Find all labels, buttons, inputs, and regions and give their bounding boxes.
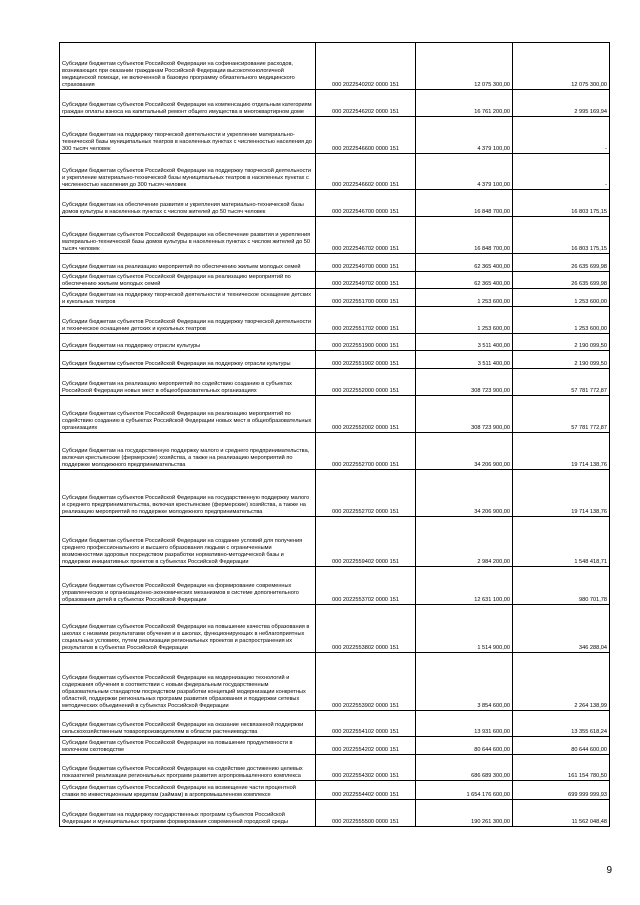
row-executed-amount: 19 714 138,76 xyxy=(513,470,610,517)
table-row xyxy=(60,711,610,737)
row-code: 000 2022551702 0000 151 xyxy=(316,307,416,334)
row-code: 000 2022552702 0000 151 xyxy=(316,470,416,517)
row-code: 000 2022546702 0000 151 xyxy=(316,217,416,254)
row-description: Субсидии бюджетам субъектов Российской Федерации на повышение продуктивности в молочном скотоводстве xyxy=(60,737,316,755)
row-description: Субсидии бюджетам субъектов Российской Федерации на модернизацию технологий и содержания обучения в соответствии с новым федеральным государственным образовательным стандартом посредством разработки концепций модернизации конкретных областей, поддержки региональных программ развития образования и поддержки сетевых методических объединений в субъектах Российской Федерации xyxy=(60,653,316,711)
row-code: 000 2022551902 0000 151 xyxy=(316,351,416,369)
row-planned-amount: 3 511 400,00 xyxy=(416,334,513,351)
row-description: Субсидии бюджетам на поддержку творческой деятельности и укрепление материально-технической базы муниципальных театров в населенных пунктах с численностью населения до 300 тысяч человек xyxy=(60,117,316,154)
row-planned-amount: 190 261 300,00 xyxy=(416,800,513,827)
row-description: Субсидии бюджетам субъектов Российской Федерации на поддержку творческой деятельности и укрепление материально-технической базы муниципальных театров в населенных пунктах с численностью населения до 300 тысяч человек xyxy=(60,154,316,190)
row-code: 000 2022549700 0000 151 xyxy=(316,254,416,272)
table-row xyxy=(60,605,610,653)
row-code: 000 2022554302 0000 151 xyxy=(316,755,416,781)
row-executed-amount: 2 190 099,50 xyxy=(513,334,610,351)
row-executed-amount: - xyxy=(513,154,610,190)
row-planned-amount: 13 931 600,00 xyxy=(416,711,513,737)
row-code: 000 2022554402 0000 151 xyxy=(316,781,416,800)
row-planned-amount: 80 644 600,00 xyxy=(416,737,513,755)
row-planned-amount: 2 984 200,00 xyxy=(416,517,513,567)
page-number: 9 xyxy=(606,865,612,876)
row-description: Субсидии бюджетам субъектов Российской Федерации на поддержку творческой деятельности и техническое оснащение детских и кукольных театров xyxy=(60,307,316,334)
row-description: Субсидии бюджетам на государственную поддержку малого и среднего предпринимательства, включая крестьянские (фермерские) хозяйства, а также на реализацию мероприятий по поддержке молодежного предпринимательства xyxy=(60,433,316,470)
row-executed-amount: 19 714 138,76 xyxy=(513,433,610,470)
row-code: 000 2022554102 0000 151 xyxy=(316,711,416,737)
row-description: Субсидии бюджетам субъектов Российской Федерации на возмещение части процентной ставки по инвестиционным кредитам (займам) в агропромышленном комплексе xyxy=(60,781,316,800)
row-description: Субсидии бюджетам субъектов Российской Федерации на компенсацию отдельным категориям граждан оплаты взноса на капитальный ремонт общего имущества в многоквартирном доме xyxy=(60,90,316,117)
table-row xyxy=(60,653,610,711)
row-description: Субсидии бюджетам субъектов Российской Федерации на повышение качества образования в школах с низкими результатами обучения и в школах, функционирующих в неблагоприятных социальных условиях, путем реализации региональных проектов и распространения их результатов в субъектах Российской Федерации xyxy=(60,605,316,653)
row-code: 000 2022546602 0000 151 xyxy=(316,154,416,190)
row-code: 000 2022553702 0000 151 xyxy=(316,567,416,605)
row-description: Субсидия бюджетам субъектов Российской Федерации на поддержку отрасли культуры xyxy=(60,351,316,369)
budget-table xyxy=(59,42,610,827)
row-description: Субсидии бюджетам на реализацию мероприятий по содействию созданию в субъектах Российской Федерации новых мест в общеобразовательных организациях xyxy=(60,369,316,396)
row-code: 000 2022552700 0000 151 xyxy=(316,433,416,470)
row-planned-amount: 1 253 600,00 xyxy=(416,289,513,307)
table-row xyxy=(60,781,610,800)
table-row xyxy=(60,517,610,567)
row-code: 000 2022549702 0000 151 xyxy=(316,272,416,289)
row-planned-amount: 4 379 100,00 xyxy=(416,154,513,190)
row-code: 000 2022551900 0000 151 xyxy=(316,334,416,351)
row-executed-amount: 2 190 099,50 xyxy=(513,351,610,369)
row-planned-amount: 3 854 600,00 xyxy=(416,653,513,711)
row-description: Субсидии бюджетам субъектов Российской Федерации на реализацию мероприятий по обеспечению жильем молодых семей xyxy=(60,272,316,289)
row-planned-amount: 16 848 700,00 xyxy=(416,190,513,217)
table-row xyxy=(60,396,610,433)
row-planned-amount: 12 075 300,00 xyxy=(416,43,513,90)
row-planned-amount: 308 723 900,00 xyxy=(416,396,513,433)
row-description: Субсидии бюджетам субъектов Российской Федерации на государственную поддержку малого и среднего предпринимательства, включая крестьянские (фермерские) хозяйства, а также на реализацию мероприятий по поддержке молодежного предпринимательства xyxy=(60,470,316,517)
table-row xyxy=(60,217,610,254)
row-code: 000 2022552000 0000 151 xyxy=(316,369,416,396)
table-row xyxy=(60,190,610,217)
row-code: 000 2022546600 0000 151 xyxy=(316,117,416,154)
row-description: Субсидии бюджетам на поддержку творческой деятельности и техническое оснащение детских и кукольных театров xyxy=(60,289,316,307)
row-planned-amount: 62 365 400,00 xyxy=(416,254,513,272)
row-executed-amount: 26 635 699,98 xyxy=(513,254,610,272)
row-description: Субсидия бюджетам на поддержку отрасли культуры xyxy=(60,334,316,351)
row-code: 000 2022551700 0000 151 xyxy=(316,289,416,307)
row-executed-amount: 11 562 048,48 xyxy=(513,800,610,827)
row-description: Субсидии бюджетам субъектов Российской Федерации на содействие достижению целевых показателей реализации региональных программ развития агропромышленного комплекса xyxy=(60,755,316,781)
row-description: Субсидии бюджетам на поддержку государственных программ субъектов Российской Федерации и муниципальных программ формирования современной городской среды xyxy=(60,800,316,827)
row-description: Субсидии бюджетам субъектов Российской Федерации на софинансирование расходов, возникающих при оказании гражданам Российской Федерации высокотехнологичной медицинской помощи, не включенной в базовую программу обязательного медицинского страхования xyxy=(60,43,316,90)
row-executed-amount: 161 154 780,50 xyxy=(513,755,610,781)
row-planned-amount: 62 365 400,00 xyxy=(416,272,513,289)
row-description: Субсидии бюджетам субъектов Российской Федерации на реализацию мероприятий по содействию созданию в субъектах Российской Федерации новых мест в общеобразовательных организациях xyxy=(60,396,316,433)
table-row xyxy=(60,90,610,117)
row-code: 000 2022552002 0000 151 xyxy=(316,396,416,433)
row-planned-amount: 16 761 200,00 xyxy=(416,90,513,117)
table-row xyxy=(60,43,610,90)
row-executed-amount: 1 253 600,00 xyxy=(513,307,610,334)
row-executed-amount: - xyxy=(513,117,610,154)
table-row xyxy=(60,470,610,517)
row-planned-amount: 1 514 900,00 xyxy=(416,605,513,653)
row-executed-amount: 1 253 600,00 xyxy=(513,289,610,307)
row-planned-amount: 16 848 700,00 xyxy=(416,217,513,254)
table-row xyxy=(60,334,610,351)
table-row xyxy=(60,289,610,307)
row-executed-amount: 12 075 300,00 xyxy=(513,43,610,90)
row-planned-amount: 308 723 900,00 xyxy=(416,369,513,396)
row-executed-amount: 57 781 772,87 xyxy=(513,369,610,396)
row-planned-amount: 3 511 400,00 xyxy=(416,351,513,369)
table-row xyxy=(60,351,610,369)
table-row xyxy=(60,737,610,755)
table-row xyxy=(60,307,610,334)
row-description: Субсидии бюджетам субъектов Российской Федерации на формирование современных управленческих и организационно-экономических механизмов в системе дополнительного образования детей в субъектах Российской Федерации xyxy=(60,567,316,605)
row-executed-amount: 80 644 600,00 xyxy=(513,737,610,755)
table-row xyxy=(60,117,610,154)
row-planned-amount: 12 631 100,00 xyxy=(416,567,513,605)
row-code: 000 2022546202 0000 151 xyxy=(316,90,416,117)
row-description: Субсидии бюджетам на обеспечение развития и укрепления материально-технической базы домов культуры в населенных пунктах с числом жителей до 50 тысяч человек xyxy=(60,190,316,217)
table-row xyxy=(60,154,610,190)
row-executed-amount: 13 355 618,24 xyxy=(513,711,610,737)
row-description: Субсидии бюджетам субъектов Российской Федерации на создание условий для получения среднего профессионального и высшего образования людьми с ограниченными возможностями здоровья посредством разработки нормативно-методической базы и поддержки инициативных проектов в субъектах Российской Федерации xyxy=(60,517,316,567)
row-planned-amount: 4 379 100,00 xyxy=(416,117,513,154)
row-code: 000 2022553802 0000 151 xyxy=(316,605,416,653)
row-executed-amount: 16 803 175,15 xyxy=(513,217,610,254)
row-executed-amount: 980 701,78 xyxy=(513,567,610,605)
row-code: 000 2022559402 0000 151 xyxy=(316,517,416,567)
row-planned-amount: 34 206 900,00 xyxy=(416,470,513,517)
row-executed-amount: 16 803 175,15 xyxy=(513,190,610,217)
row-planned-amount: 686 689 300,00 xyxy=(416,755,513,781)
row-code: 000 2022555500 0000 151 xyxy=(316,800,416,827)
table-row xyxy=(60,254,610,272)
row-executed-amount: 346 288,04 xyxy=(513,605,610,653)
table-row xyxy=(60,800,610,827)
row-code: 000 2022554202 0000 151 xyxy=(316,737,416,755)
row-description: Субсидии бюджетам на реализацию мероприятий по обеспечению жильем молодых семей xyxy=(60,254,316,272)
row-code: 000 2022546700 0000 151 xyxy=(316,190,416,217)
row-executed-amount: 26 635 699,98 xyxy=(513,272,610,289)
row-planned-amount: 1 654 176 600,00 xyxy=(416,781,513,800)
row-description: Субсидии бюджетам субъектов Российской Федерации на оказание несвязанной поддержки сельскохозяйственным товаропроизводителям в области растениеводства xyxy=(60,711,316,737)
row-description: Субсидии бюджетам субъектов Российской Федерации на обеспечение развития и укрепления материально-технической базы домов культуры в населенных пунктах с числом жителей до 50 тысяч человек xyxy=(60,217,316,254)
table-row xyxy=(60,567,610,605)
row-executed-amount: 57 781 772,87 xyxy=(513,396,610,433)
row-executed-amount: 2 264 138,99 xyxy=(513,653,610,711)
table-row xyxy=(60,369,610,396)
table-row xyxy=(60,755,610,781)
row-code: 000 2022553902 0000 151 xyxy=(316,653,416,711)
row-code: 000 2022540202 0000 151 xyxy=(316,43,416,90)
row-executed-amount: 699 999 999,93 xyxy=(513,781,610,800)
table-row xyxy=(60,433,610,470)
row-planned-amount: 34 206 900,00 xyxy=(416,433,513,470)
table-row xyxy=(60,272,610,289)
row-executed-amount: 2 995 169,94 xyxy=(513,90,610,117)
row-planned-amount: 1 253 600,00 xyxy=(416,307,513,334)
row-executed-amount: 1 548 418,71 xyxy=(513,517,610,567)
